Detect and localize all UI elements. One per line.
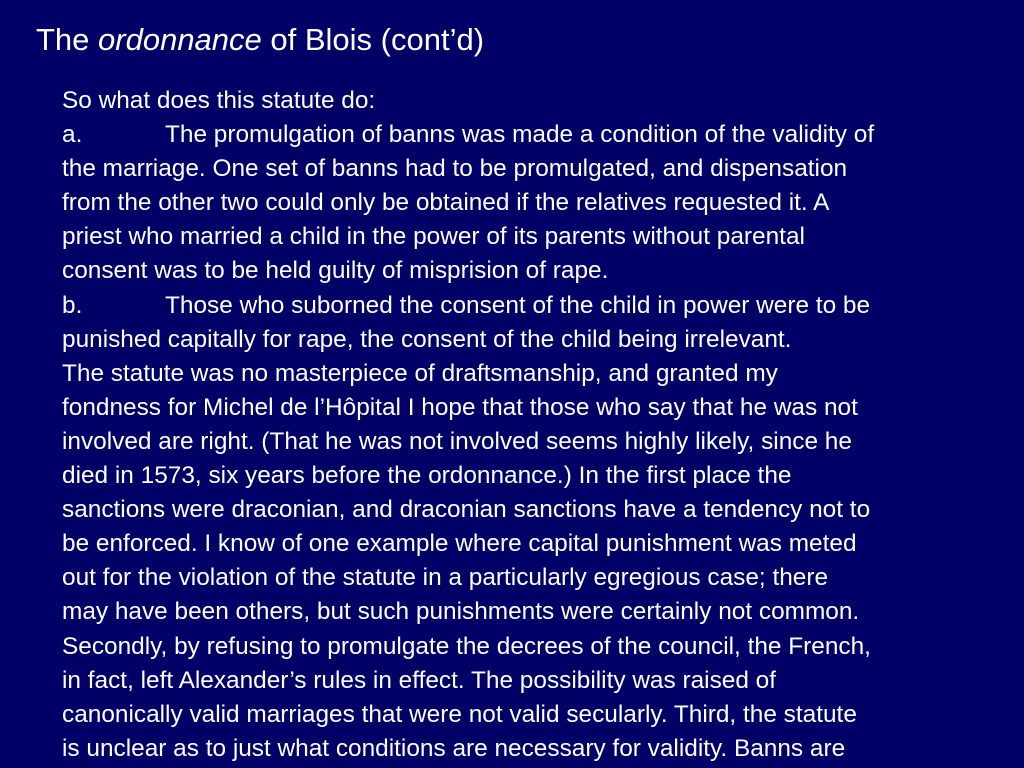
body-line: may have been others, but such punishments were certainly not common.: [62, 598, 860, 626]
body-line: canonically valid marriages that were not valid secularly. Third, the statute: [62, 700, 857, 728]
body-line: be enforced. I know of one example where capital punishment was meted: [62, 530, 857, 558]
body-line: in fact, left Alexander’s rules in effect. The possibility was raised of: [62, 666, 777, 694]
body-line: involved are right. (That he was not involved seems highly likely, since he: [62, 427, 852, 455]
body-line: the marriage. One set of banns had to be promulgated, and dispensation: [62, 155, 848, 183]
body-line: Those who suborned the consent of the child in power were to be: [165, 291, 871, 319]
body-line: from the other two could only be obtained if the relatives requested it. A: [62, 189, 830, 217]
item-b-first-line: [62, 289, 1022, 323]
slide-title: [36, 20, 484, 60]
body-line: priest who married a child in the power of its parents without parental: [62, 223, 805, 251]
body-line: out for the violation of the statute in a particularly egregious case; there: [62, 564, 829, 592]
body-line: fondness for Michel de l’Hôpital I hope that those who say that he was not: [62, 393, 858, 421]
intro-line: So what does this statute do:: [62, 87, 376, 114]
body-line: The promulgation of banns was made a condition of the validity of: [165, 121, 875, 149]
item-b-label: b.: [62, 291, 83, 319]
slide-body: [62, 84, 1022, 766]
item-a-label: a.: [62, 121, 83, 149]
item-a-first-line: [62, 118, 1022, 152]
body-line: consent was to be held guilty of misprision of rape.: [62, 257, 609, 285]
body-line: The statute was no masterpiece of draftsmanship, and granted my: [62, 359, 778, 387]
title-suffix: of Blois (cont’d): [261, 22, 485, 57]
body-line: punished capitally for rape, the consent of the child being irrelevant.: [62, 325, 792, 353]
body-line: is unclear as to just what conditions are necessary for validity. Banns are: [62, 734, 846, 762]
body-line: Secondly, by refusing to promulgate the decrees of the council, the French,: [62, 632, 871, 660]
body-line: sanctions were draconian, and draconian sanctions have a tendency not to: [62, 496, 871, 524]
title-prefix: The: [36, 22, 99, 57]
title-italic-word: ordonnance: [98, 22, 262, 57]
body-line: died in 1573, six years before the ordonnance.) In the first place the: [62, 462, 792, 490]
